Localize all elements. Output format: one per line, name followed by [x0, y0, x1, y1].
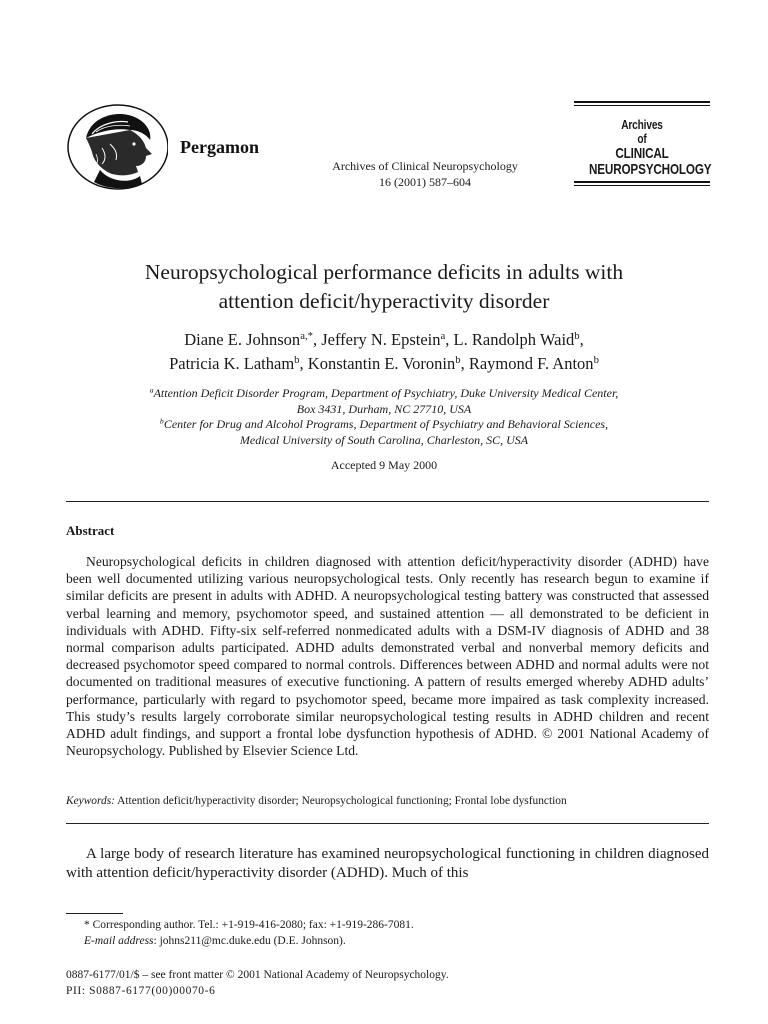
- corresponding-author-note: * Corresponding author. Tel.: +1-919-416-2080; fax: +1-919-286-7081.: [84, 919, 414, 931]
- title-line-2: attention deficit/hyperactivity disorder: [218, 289, 550, 313]
- masthead-word-1: Archives: [621, 117, 663, 132]
- email-note: [66, 934, 709, 950]
- author-affil-mark: b: [455, 354, 461, 367]
- masthead-word-2: of: [637, 131, 647, 146]
- affiliation-b-cont: Medical University of South Carolina, Charleston, SC, USA: [239, 432, 529, 447]
- pergamon-logo-icon: [66, 104, 168, 190]
- author-name: L. Randolph Waid: [453, 330, 575, 349]
- author-affil-mark: b: [574, 330, 580, 343]
- affiliation-mark: a: [149, 385, 154, 395]
- intro-paragraph: A large body of research literature has examined neuropsychological functioning in children diagnosed with attention deficit/hyperactivity disorder (ADHD). Much of this: [66, 846, 709, 881]
- author-separator: ,: [460, 354, 469, 373]
- author-separator: ,: [312, 330, 322, 349]
- footnotes: [66, 918, 709, 949]
- author-affil-mark: a: [440, 330, 446, 343]
- abstract-body: Neuropsychological deficits in children diagnosed with attention deficit/hyperactivity disorder (ADHD) have been well documented utilizing various neuropsychological tests. Only recently has research begun to examine if similar deficits are present in adults with ADHD. A neuropsychological testing battery was constructed that assessed verbal learning and memory, psychomotor speed, and sustained attention — all demonstrated to be deficient in individuals with ADHD. Fifty-six self-referred nonmedicated adults with a DSM-IV diagnosis of ADHD and 38 normal comparison adults participated. ADHD adults demonstrated verbal and nonverbal memory deficits and decreased psychomotor speed compared to normal controls. Differences between ADHD and normal adults were not documented on traditional measures of executive functioning. A pattern of results emerged whereby ADHD adults’ performance, particularly with regard to psychomotor speed, became more impaired as task complexity increased. This study’s results largely corroborate similar neuropsychological testing results in ADHD children and recent ADHD adult findings, and support a frontal lobe dysfunction hypothesis of ADHD. © 2001 National Academy of Neuropsychology. Published by Elsevier Science Ltd.: [66, 554, 709, 759]
- email-value: : johns211@mc.duke.edu (D.E. Johnson).: [153, 934, 346, 947]
- keywords-text: Attention deficit/hyperactivity disorder; Neuropsychological functioning; Frontal lobe dysfunction: [117, 795, 567, 807]
- affiliation-b: [40, 417, 728, 433]
- email-label: E-mail address: [84, 934, 154, 947]
- author-affil-mark: b: [294, 354, 300, 367]
- masthead-word-4: NEUROPSYCHOLOGY: [588, 161, 712, 178]
- keywords: [66, 795, 726, 807]
- title-line-1: Neuropsychological performance deficits in adults with: [144, 260, 624, 284]
- copyright-footer: [66, 968, 449, 999]
- journal-name: Archives of Clinical Neuropsychology: [332, 159, 518, 173]
- issn-line: 0887-6177/01/$ – see front matter © 2001 National Academy of Neuropsychology.: [66, 969, 449, 981]
- author-name: Jeffery N. Epstein: [321, 330, 441, 349]
- article-title: [40, 258, 728, 316]
- divider-top: [66, 501, 709, 502]
- publisher-name: Pergamon: [180, 137, 259, 157]
- keywords-label: Keywords:: [66, 795, 115, 807]
- affiliation-text: Center for Drug and Alcohol Programs, Department of Psychiatry and Behavioral Sciences,: [163, 417, 609, 431]
- journal-masthead: [574, 101, 710, 188]
- volume-pages: 16 (2001) 587–604: [379, 175, 471, 189]
- publisher-logo: [66, 104, 168, 190]
- divider-bottom: [66, 823, 709, 824]
- affiliation-text: Attention Deficit Disorder Program, Department of Psychiatry, Duke University Medical Center,: [153, 386, 619, 400]
- affiliation-a: [40, 386, 728, 402]
- journal-citation: [300, 158, 550, 190]
- author-affil-mark: b: [593, 354, 599, 367]
- footnote-rule: [66, 913, 123, 914]
- author-name: Diane E. Johnson: [184, 330, 301, 349]
- author-name: Patricia K. Latham: [169, 354, 295, 373]
- abstract-heading: Abstract: [66, 523, 115, 538]
- author-name: Konstantin E. Voronin: [307, 354, 456, 373]
- affiliation-mark: b: [159, 416, 164, 426]
- affiliation-a-cont: Box 3431, Durham, NC 27710, USA: [296, 401, 472, 416]
- author-separator: ,: [579, 330, 584, 349]
- accepted-date: Accepted 9 May 2000: [330, 458, 438, 472]
- author-separator: ,: [445, 330, 454, 349]
- author-line-2: [40, 352, 728, 376]
- masthead-word-3: CLINICAL: [615, 145, 669, 162]
- author-list: [40, 328, 728, 376]
- author-name: Raymond F. Anton: [468, 354, 594, 373]
- author-line-1: [40, 328, 728, 352]
- pii-line: PII: S0887-6177(00)00070-6: [66, 984, 216, 997]
- author-separator: ,: [299, 354, 308, 373]
- affiliations: [40, 386, 728, 448]
- author-affil-mark: a,*: [300, 330, 313, 343]
